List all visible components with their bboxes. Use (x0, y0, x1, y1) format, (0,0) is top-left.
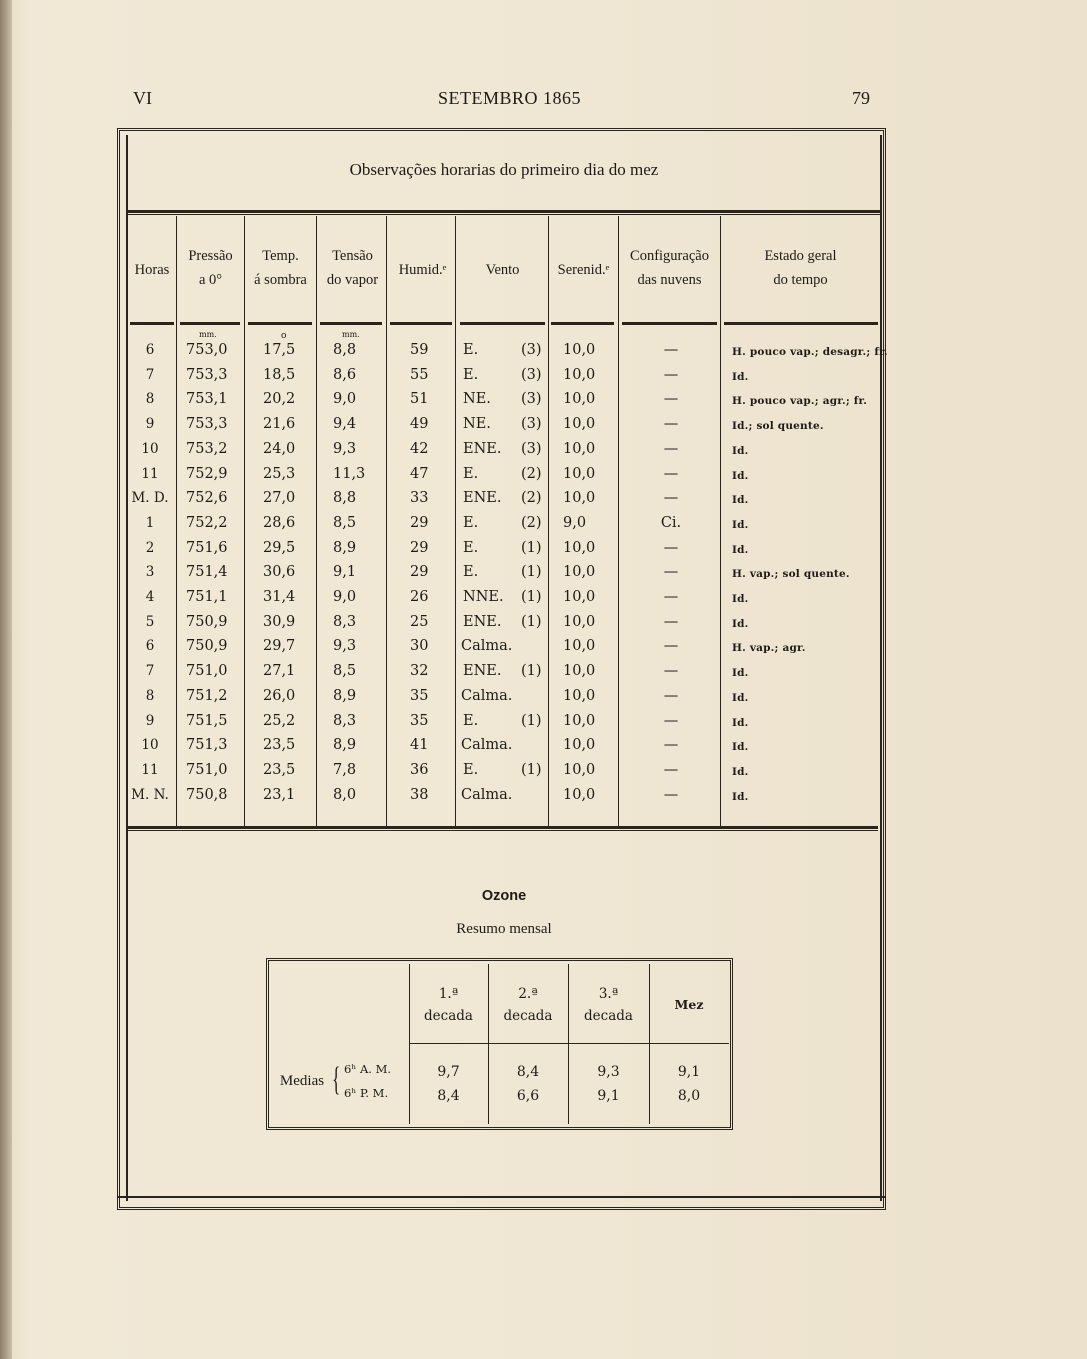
ozone-header-line: 2.ª (518, 986, 538, 1002)
cell-hora: 6 (145, 638, 155, 655)
cell-pressao: 753,2 (186, 440, 228, 457)
header-underline (248, 322, 312, 325)
cell-humid: 33 (410, 490, 429, 507)
col-tensao-header-line: Tensão (332, 248, 373, 264)
cell-hora: 11 (141, 465, 159, 482)
cell-temp: 18,5 (263, 366, 296, 383)
cell-temp: 30,9 (263, 613, 296, 630)
cell-tensao: 9,1 (333, 564, 357, 581)
col-temp-header-line: Temp. (262, 248, 299, 264)
cell-humid: 32 (410, 663, 429, 680)
cell-config: — (663, 416, 679, 433)
cell-forca: (3) (521, 416, 542, 433)
cell-hora: M. D. (131, 490, 169, 507)
cell-tensao: 9,0 (333, 589, 357, 605)
temp-unit: o (281, 331, 287, 341)
cell-pressao: 751,0 (186, 663, 228, 680)
cell-tensao: 8,8 (333, 490, 357, 507)
header-underline (460, 322, 545, 325)
cell-temp: 24,0 (263, 440, 296, 457)
cell-estado: Id. (732, 543, 749, 556)
column-divider (386, 216, 387, 826)
cell-hora: 11 (141, 761, 159, 778)
cell-humid: 59 (410, 342, 429, 358)
table-title: Observações horarias do primeiro dia do mez (349, 160, 659, 179)
cell-pressao: 752,9 (186, 465, 228, 482)
cell-hora: 7 (145, 366, 155, 383)
cell-tensao: 8,9 (333, 539, 357, 556)
cell-humid: 41 (410, 737, 429, 754)
cell-serenid: 10,0 (563, 342, 596, 358)
cell-humid: 35 (410, 712, 429, 729)
cell-pressao: 750,8 (186, 786, 228, 803)
column-divider (244, 216, 245, 826)
cell-pressao: 753,1 (186, 391, 228, 408)
cell-humid: 29 (410, 539, 429, 556)
cell-forca: (3) (521, 440, 542, 457)
cell-serenid: 10,0 (563, 490, 596, 507)
cell-humid: 29 (410, 564, 429, 581)
cell-hora: 9 (145, 712, 155, 729)
cell-humid: 35 (410, 687, 429, 704)
cell-vento: E. (463, 761, 479, 778)
cell-temp: 29,5 (263, 539, 296, 556)
cell-humid: 26 (410, 589, 429, 605)
ozone-value: 9,1 (597, 1088, 620, 1104)
cell-forca: (2) (521, 514, 542, 531)
cell-hora: 8 (145, 687, 155, 704)
ozone-time-label: 6ʰ P. M. (344, 1086, 389, 1100)
ozone-header-rule (409, 1043, 729, 1044)
cell-tensao: 8,6 (333, 366, 357, 383)
cell-serenid: 10,0 (563, 663, 596, 680)
cell-forca: (3) (521, 391, 542, 408)
cell-serenid: 10,0 (563, 712, 596, 729)
cell-hora: 10 (141, 440, 159, 457)
ozone-header (649, 994, 729, 1016)
cell-serenid: 10,0 (563, 613, 596, 630)
cell-tensao: 8,9 (333, 737, 357, 754)
cell-config: Ci. (660, 514, 682, 531)
ozone-row-label: Medias (279, 1073, 325, 1089)
cell-estado: Id. (732, 617, 749, 630)
cell-serenid: 10,0 (563, 564, 596, 581)
cell-serenid: 10,0 (563, 366, 596, 383)
cell-vento: NNE. (463, 589, 504, 605)
cell-config: — (663, 786, 679, 803)
cell-humid: 55 (410, 366, 429, 383)
col-humid-header-line: Humid.ᵉ (398, 262, 447, 278)
cell-config: — (663, 391, 679, 408)
cell-pressao: 750,9 (186, 613, 228, 630)
cell-tensao: 9,3 (333, 638, 357, 655)
col-pressao-header (177, 244, 244, 292)
ozone-header (568, 983, 649, 1027)
ozone-value: 8,0 (677, 1088, 701, 1104)
cell-estado: H. vap.; sol quente. (732, 568, 850, 581)
cell-temp: 25,3 (263, 465, 296, 482)
cell-temp: 23,1 (263, 786, 296, 803)
ozone-value: 6,6 (516, 1088, 540, 1104)
cell-forca: (3) (521, 342, 542, 358)
column-divider (176, 216, 177, 826)
col-temp-header (245, 244, 316, 292)
col-vento-header-line: Vento (485, 262, 520, 278)
cell-config: — (663, 465, 679, 482)
ozone-value: 9,3 (597, 1064, 620, 1080)
column-divider (548, 216, 549, 826)
col-serenid-header-line: Serenid.ᵉ (557, 262, 610, 278)
cell-forca: (1) (521, 712, 542, 729)
cell-estado: Id. (732, 790, 749, 803)
cell-estado: Id. (732, 765, 749, 778)
cell-serenid: 10,0 (563, 416, 596, 433)
cell-tensao: 8,5 (333, 514, 357, 531)
ozone-value: 9,7 (437, 1064, 460, 1080)
col-estado-header-line: do tempo (773, 272, 828, 288)
header-underline (724, 322, 878, 325)
ozone-title: Ozone (481, 888, 527, 904)
ozone-value: 8,4 (516, 1064, 540, 1080)
cell-config: — (663, 539, 679, 556)
cell-pressao: 752,6 (186, 490, 228, 507)
col-config-header (619, 244, 720, 292)
col-horas-header-line: Horas (134, 262, 170, 278)
header-underline (320, 322, 382, 325)
ozone-header-line: Mez (674, 997, 704, 1012)
frame-bottom-rule (117, 1196, 886, 1198)
cell-estado: Id.; sol quente. (732, 420, 824, 433)
cell-vento: E. (463, 465, 479, 482)
cell-estado: Id. (732, 518, 749, 531)
cell-tensao: 9,3 (333, 440, 357, 457)
cell-hora: 6 (145, 342, 155, 358)
cell-pressao: 753,3 (186, 416, 228, 433)
cell-humid: 49 (410, 416, 429, 433)
cell-estado: Id. (732, 593, 749, 605)
cell-temp: 23,5 (263, 761, 296, 778)
cell-serenid: 10,0 (563, 687, 596, 704)
cell-vento: Calma. (461, 737, 513, 754)
cell-vento: ENE. (463, 663, 502, 680)
page-section-number: VI (133, 88, 152, 108)
cell-serenid: 10,0 (563, 391, 596, 408)
cell-forca: (2) (521, 465, 542, 482)
cell-serenid: 10,0 (563, 761, 596, 778)
cell-config: — (663, 663, 679, 680)
cell-estado: Id. (732, 494, 749, 507)
cell-humid: 29 (410, 514, 429, 531)
cell-serenid: 10,0 (563, 737, 596, 754)
cell-config: — (663, 440, 679, 457)
cell-hora: 7 (145, 663, 155, 680)
cell-config: — (663, 687, 679, 704)
header-underline (551, 322, 614, 325)
cell-forca: (1) (521, 663, 542, 680)
table-bottom-rule-thin (126, 830, 878, 831)
cell-pressao: 751,1 (186, 589, 228, 605)
cell-hora: 2 (145, 539, 155, 556)
cell-config: — (663, 366, 679, 383)
cell-config: — (663, 589, 679, 605)
cell-temp: 27,0 (263, 490, 296, 507)
col-estado-header (721, 244, 880, 292)
cell-temp: 31,4 (263, 589, 296, 605)
col-horas-header (128, 258, 176, 282)
cell-estado: Id. (732, 716, 749, 729)
column-divider (618, 216, 619, 826)
ozone-brace: { (332, 1061, 341, 1098)
cell-serenid: 10,0 (563, 638, 596, 655)
cell-vento: ENE. (463, 440, 502, 457)
table-bottom-rule (126, 826, 878, 829)
cell-estado: Id. (732, 370, 749, 383)
col-pressao-header-line: Pressão (188, 248, 233, 264)
cell-tensao: 7,8 (333, 761, 357, 778)
cell-vento: NE. (463, 391, 491, 408)
col-estado-header-line: Estado geral (764, 248, 837, 264)
cell-pressao: 750,9 (186, 638, 228, 655)
cell-tensao: 8,3 (333, 712, 357, 729)
cell-estado: Id. (732, 444, 749, 457)
ozone-value: 8,4 (437, 1088, 460, 1104)
cell-hora: M. N. (131, 786, 169, 803)
cell-tensao: 8,8 (333, 342, 357, 358)
ozone-header-line: decada (424, 1008, 473, 1024)
ozone-header-line: 1.ª (438, 986, 459, 1002)
title-rule (126, 210, 882, 213)
ozone-header-line: 3.ª (598, 986, 619, 1002)
cell-humid: 36 (410, 761, 429, 778)
cell-hora: 10 (141, 737, 159, 754)
cell-vento: ENE. (463, 490, 502, 507)
cell-temp: 25,2 (263, 712, 296, 729)
cell-forca: (2) (521, 490, 542, 507)
cell-config: — (663, 737, 679, 754)
ozone-time-label: 6ʰ A. M. (344, 1062, 391, 1076)
page-number: 79 (852, 88, 870, 108)
cell-temp: 27,1 (263, 663, 296, 680)
cell-config: — (663, 613, 679, 630)
pressure-unit: mm. (199, 330, 217, 339)
cell-serenid: 10,0 (563, 589, 596, 605)
title-rule-thin (126, 214, 882, 215)
cell-vento: E. (463, 539, 479, 556)
cell-forca: (1) (521, 564, 542, 581)
cell-estado: Id. (732, 667, 749, 680)
cell-config: — (663, 564, 679, 581)
cell-serenid: 10,0 (563, 539, 596, 556)
cell-tensao: 8,9 (333, 687, 357, 704)
col-config-header-line: das nuvens (637, 272, 702, 288)
cell-temp: 17,5 (263, 342, 296, 358)
header-underline (130, 322, 174, 325)
col-vento-header (457, 258, 548, 282)
cell-humid: 25 (410, 613, 429, 630)
cell-forca: (1) (521, 761, 542, 778)
cell-config: — (663, 761, 679, 778)
col-serenid-header (549, 258, 618, 282)
cell-tensao: 8,5 (333, 663, 357, 680)
cell-forca: (1) (521, 539, 542, 556)
cell-pressao: 751,0 (186, 761, 228, 778)
cell-temp: 30,6 (263, 564, 296, 581)
cell-config: — (663, 712, 679, 729)
cell-temp: 23,5 (263, 737, 296, 754)
cell-estado: Id. (732, 741, 749, 754)
cell-tensao: 9,4 (333, 416, 357, 433)
cell-hora: 8 (145, 391, 155, 408)
cell-vento: E. (463, 366, 479, 383)
ozone-header-line: decada (584, 1008, 633, 1024)
page-title: SETEMBRO 1865 (438, 88, 582, 108)
col-pressao-header-line: a 0° (198, 272, 223, 288)
col-tensao-header-line: do vapor (326, 272, 379, 288)
cell-vento: NE. (463, 416, 491, 433)
cell-vento: E. (463, 564, 479, 581)
cell-vento: Calma. (461, 687, 513, 704)
cell-serenid: 10,0 (563, 786, 596, 803)
cell-hora: 5 (145, 613, 155, 630)
cell-estado: H. pouco vap.; agr.; fr. (732, 395, 868, 408)
cell-forca: (3) (521, 366, 542, 383)
cell-serenid: 10,0 (563, 465, 596, 482)
cell-humid: 30 (410, 638, 429, 655)
cell-pressao: 751,5 (186, 712, 228, 729)
cell-vento: E. (463, 342, 479, 358)
column-divider (455, 216, 456, 826)
cell-config: — (663, 490, 679, 507)
cell-humid: 51 (410, 391, 429, 408)
cell-pressao: 753,3 (186, 366, 228, 383)
cell-temp: 21,6 (263, 416, 296, 433)
cell-pressao: 753,0 (186, 342, 228, 358)
ozone-header (488, 983, 568, 1027)
cell-tensao: 8,0 (333, 786, 357, 803)
cell-vento: E. (463, 712, 479, 729)
cell-serenid: 9,0 (563, 514, 587, 531)
ozone-header-line: decada (503, 1008, 553, 1024)
cell-vento: Calma. (461, 638, 513, 655)
cell-config: — (663, 342, 679, 358)
ozone-value: 9,1 (677, 1064, 701, 1080)
cell-hora: 3 (145, 564, 155, 581)
cell-estado: H. pouco vap.; desagr.; fr. (732, 346, 888, 358)
cell-vento: ENE. (463, 613, 502, 630)
cell-humid: 42 (410, 440, 429, 457)
col-temp-header-line: á sombra (254, 272, 307, 288)
cell-humid: 38 (410, 786, 429, 803)
cell-temp: 26,0 (263, 687, 296, 704)
cell-forca: (1) (521, 589, 542, 605)
col-config-header-line: Configuração (630, 248, 709, 264)
cell-tensao: 8,3 (333, 613, 357, 630)
cell-temp: 20,2 (263, 391, 296, 408)
cell-tensao: 9,0 (333, 391, 357, 408)
cell-vento: Calma. (461, 786, 513, 803)
cell-config: — (663, 638, 679, 655)
cell-estado: Id. (732, 469, 749, 482)
cell-estado: Id. (732, 691, 749, 704)
cell-temp: 28,6 (263, 514, 296, 531)
cell-pressao: 751,2 (186, 687, 228, 704)
ozone-header (409, 983, 488, 1027)
header-underline (390, 322, 452, 325)
tension-unit: mm. (342, 330, 360, 339)
cell-vento: E. (463, 514, 479, 531)
book-gutter (0, 0, 12, 1359)
ozone-subtitle: Resumo mensal (456, 921, 552, 937)
cell-estado: H. vap.; agr. (732, 642, 806, 655)
header-underline (180, 322, 240, 325)
cell-pressao: 751,3 (186, 737, 228, 754)
col-tensao-header (317, 244, 388, 292)
cell-forca: (1) (521, 613, 542, 630)
cell-pressao: 752,2 (186, 514, 228, 531)
cell-hora: 4 (145, 589, 155, 605)
cell-pressao: 751,6 (186, 539, 228, 556)
column-divider (316, 216, 317, 826)
col-humid-header (389, 258, 456, 282)
cell-humid: 47 (410, 465, 429, 482)
cell-serenid: 10,0 (563, 440, 596, 457)
cell-hora: 9 (145, 416, 155, 433)
cell-pressao: 751,4 (186, 564, 228, 581)
header-underline (622, 322, 717, 325)
cell-hora: 1 (145, 514, 155, 531)
cell-tensao: 11,3 (333, 465, 366, 482)
cell-temp: 29,7 (263, 638, 296, 655)
